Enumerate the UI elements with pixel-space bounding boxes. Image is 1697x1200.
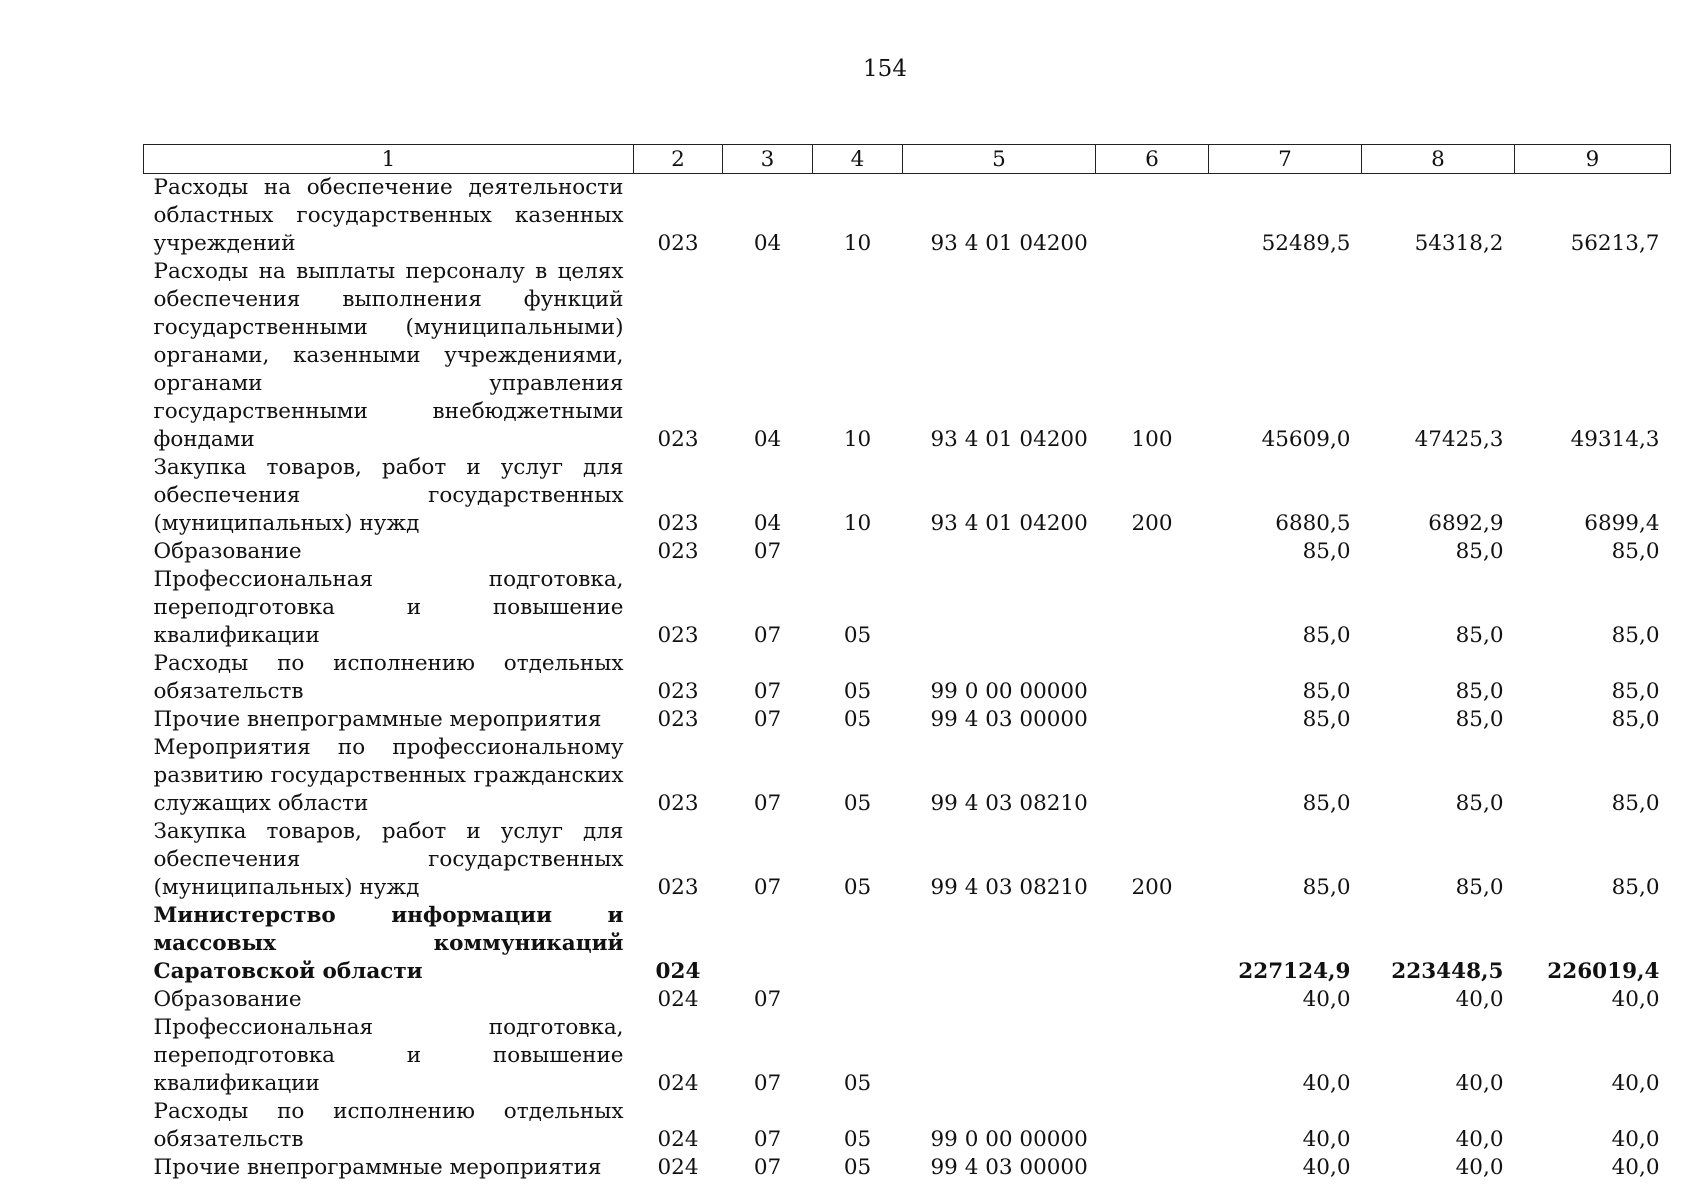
- section-code: 07: [753, 679, 782, 704]
- section-code: 04: [753, 231, 782, 256]
- subsection-code: 05: [843, 1155, 872, 1180]
- amount-year-1: 85,0: [1302, 623, 1351, 648]
- amount-year-2: 85,0: [1455, 875, 1504, 900]
- amount-year-2: 85,0: [1455, 791, 1504, 816]
- column-header: 5: [903, 145, 1096, 174]
- row-description: Министерство информации и массовых коммуникаций Саратовской области: [153, 903, 624, 984]
- table-row: [144, 1154, 1671, 1182]
- target-article-code: 93 4 01 04200: [930, 231, 1088, 256]
- subsection-code: 05: [843, 679, 872, 704]
- amount-year-1: 85,0: [1302, 679, 1351, 704]
- expense-type-code: [1096, 566, 1209, 650]
- amount-year-3: 85,0: [1611, 875, 1660, 900]
- ministry-code: 023: [657, 427, 699, 452]
- table-row: [144, 258, 1671, 454]
- amount-year-3: 40,0: [1611, 1071, 1660, 1096]
- expense-type-code: [1096, 1154, 1209, 1182]
- expense-type-code: [1096, 1014, 1209, 1098]
- section-code: 07: [753, 1127, 782, 1152]
- table-row: [144, 650, 1671, 706]
- ministry-code: 023: [657, 875, 699, 900]
- budget-table: [143, 144, 1671, 1182]
- row-description: Профессиональная подготовка, переподготовка и повышение квалификации: [153, 1015, 624, 1096]
- subsection-code: 05: [843, 791, 872, 816]
- amount-year-1: 40,0: [1302, 1071, 1351, 1096]
- expense-type-code: [1096, 986, 1209, 1014]
- subsection-code: [813, 986, 903, 1014]
- ministry-code: 023: [657, 679, 699, 704]
- amount-year-3: 85,0: [1611, 791, 1660, 816]
- target-article-code: [903, 902, 1096, 986]
- subsection-code: 05: [843, 1071, 872, 1096]
- column-header: 7: [1209, 145, 1362, 174]
- amount-year-3: 226019,4: [1547, 959, 1660, 984]
- target-article-code: 99 0 00 00000: [930, 679, 1088, 704]
- subsection-code: 05: [843, 1127, 872, 1152]
- row-description: Расходы на выплаты персоналу в целях обеспечения выполнения функций государственными (муниципальными) органами, казенными учреждениями, органами управления государственными внебюджетными фондами: [153, 259, 624, 452]
- subsection-code: [813, 538, 903, 566]
- section-code: 07: [753, 623, 782, 648]
- amount-year-1: 40,0: [1302, 1155, 1351, 1180]
- row-description: Образование: [153, 987, 302, 1012]
- row-description: Расходы по исполнению отдельных обязательств: [153, 651, 624, 704]
- subsection-code: 05: [843, 623, 872, 648]
- section-code: 07: [753, 1071, 782, 1096]
- amount-year-1: 6880,5: [1275, 511, 1351, 536]
- section-code: 04: [753, 427, 782, 452]
- row-description: Профессиональная подготовка, переподготовка и повышение квалификации: [153, 567, 624, 648]
- amount-year-1: 85,0: [1302, 539, 1351, 564]
- table-row: [144, 818, 1671, 902]
- expense-type-code: [1096, 902, 1209, 986]
- ministry-code: 023: [657, 511, 699, 536]
- amount-year-1: 52489,5: [1261, 231, 1351, 256]
- amount-year-3: 6899,4: [1584, 511, 1660, 536]
- amount-year-2: 85,0: [1455, 707, 1504, 732]
- table-row: [144, 734, 1671, 818]
- section-code: 04: [753, 511, 782, 536]
- target-article-code: [903, 986, 1096, 1014]
- subsection-code: [813, 902, 903, 986]
- ministry-code: 023: [657, 791, 699, 816]
- expense-type-code: [1096, 734, 1209, 818]
- table-row: [144, 454, 1671, 538]
- amount-year-2: 85,0: [1455, 539, 1504, 564]
- section-code: 07: [753, 539, 782, 564]
- column-header: 4: [813, 145, 903, 174]
- amount-year-2: 47425,3: [1414, 427, 1504, 452]
- target-article-code: [903, 1014, 1096, 1098]
- section-code: 07: [753, 987, 782, 1012]
- table-row: [144, 566, 1671, 650]
- expense-type-code: [1096, 706, 1209, 734]
- table-body: [144, 174, 1671, 1183]
- column-header: 9: [1515, 145, 1671, 174]
- amount-year-2: 85,0: [1455, 623, 1504, 648]
- section-code: 07: [753, 875, 782, 900]
- target-article-code: 93 4 01 04200: [930, 427, 1088, 452]
- amount-year-1: 85,0: [1302, 707, 1351, 732]
- target-article-code: 99 4 03 00000: [930, 707, 1088, 732]
- amount-year-1: 45609,0: [1261, 427, 1351, 452]
- ministry-code: 023: [657, 231, 699, 256]
- amount-year-1: 40,0: [1302, 1127, 1351, 1152]
- amount-year-2: 40,0: [1455, 1127, 1504, 1152]
- table-row: [144, 706, 1671, 734]
- section-code: 07: [753, 791, 782, 816]
- ministry-code: 023: [657, 707, 699, 732]
- target-article-code: 99 0 00 00000: [930, 1127, 1088, 1152]
- section-code: [723, 902, 813, 986]
- target-article-code: 99 4 03 00000: [930, 1155, 1088, 1180]
- amount-year-3: 85,0: [1611, 539, 1660, 564]
- subsection-code: 10: [843, 427, 872, 452]
- amount-year-3: 40,0: [1611, 987, 1660, 1012]
- row-description: Прочие внепрограммные мероприятия: [153, 1155, 602, 1180]
- amount-year-3: 85,0: [1611, 707, 1660, 732]
- ministry-code: 024: [657, 1071, 699, 1096]
- column-header: 8: [1362, 145, 1515, 174]
- ministry-code: 024: [657, 987, 699, 1012]
- row-description: Прочие внепрограммные мероприятия: [153, 707, 602, 732]
- table-row: [144, 902, 1671, 986]
- amount-year-1: 227124,9: [1238, 959, 1351, 984]
- expense-type-code: 100: [1131, 427, 1173, 452]
- subsection-code: 05: [843, 707, 872, 732]
- amount-year-3: 85,0: [1611, 623, 1660, 648]
- amount-year-2: 40,0: [1455, 987, 1504, 1012]
- table-row: [144, 174, 1671, 259]
- section-code: 07: [753, 707, 782, 732]
- row-description: Мероприятия по профессиональному развитию государственных гражданских служащих области: [153, 735, 624, 816]
- target-article-code: 99 4 03 08210: [930, 875, 1088, 900]
- expense-type-code: [1096, 1098, 1209, 1154]
- table-row: [144, 538, 1671, 566]
- ministry-code: 023: [657, 539, 699, 564]
- column-header: 2: [634, 145, 723, 174]
- amount-year-3: 40,0: [1611, 1155, 1660, 1180]
- column-header: 6: [1096, 145, 1209, 174]
- ministry-code: 024: [655, 959, 701, 984]
- amount-year-3: 56213,7: [1570, 231, 1660, 256]
- target-article-code: [903, 538, 1096, 566]
- row-description: Образование: [153, 539, 302, 564]
- subsection-code: 10: [843, 511, 872, 536]
- amount-year-2: 223448,5: [1391, 959, 1504, 984]
- amount-year-1: 40,0: [1302, 987, 1351, 1012]
- header-row: [144, 145, 1671, 174]
- ministry-code: 023: [657, 623, 699, 648]
- row-description: Закупка товаров, работ и услуг для обеспечения государственных (муниципальных) нужд: [153, 455, 624, 536]
- section-code: 07: [753, 1155, 782, 1180]
- row-description: Расходы на обеспечение деятельности областных государственных казенных учреждений: [153, 175, 624, 256]
- amount-year-2: 6892,9: [1428, 511, 1504, 536]
- ministry-code: 024: [657, 1127, 699, 1152]
- expense-type-code: 200: [1131, 511, 1173, 536]
- table-row: [144, 1098, 1671, 1154]
- amount-year-1: 85,0: [1302, 791, 1351, 816]
- subsection-code: 10: [843, 231, 872, 256]
- column-header: 1: [144, 145, 634, 174]
- expense-type-code: [1096, 538, 1209, 566]
- amount-year-2: 40,0: [1455, 1155, 1504, 1180]
- ministry-code: 024: [657, 1155, 699, 1180]
- amount-year-3: 40,0: [1611, 1127, 1660, 1152]
- page-number: 154: [863, 56, 907, 82]
- amount-year-2: 54318,2: [1414, 231, 1504, 256]
- target-article-code: [903, 566, 1096, 650]
- amount-year-2: 40,0: [1455, 1071, 1504, 1096]
- target-article-code: 93 4 01 04200: [930, 511, 1088, 536]
- column-header: 3: [723, 145, 813, 174]
- expense-type-code: [1096, 650, 1209, 706]
- row-description: Расходы по исполнению отдельных обязательств: [153, 1099, 624, 1152]
- expense-type-code: [1096, 174, 1209, 259]
- amount-year-3: 85,0: [1611, 679, 1660, 704]
- row-description: Закупка товаров, работ и услуг для обеспечения государственных (муниципальных) нужд: [153, 819, 624, 900]
- table-row: [144, 1014, 1671, 1098]
- expense-type-code: 200: [1131, 875, 1173, 900]
- table-row: [144, 986, 1671, 1014]
- amount-year-3: 49314,3: [1570, 427, 1660, 452]
- amount-year-1: 85,0: [1302, 875, 1351, 900]
- target-article-code: 99 4 03 08210: [930, 791, 1088, 816]
- amount-year-2: 85,0: [1455, 679, 1504, 704]
- subsection-code: 05: [843, 875, 872, 900]
